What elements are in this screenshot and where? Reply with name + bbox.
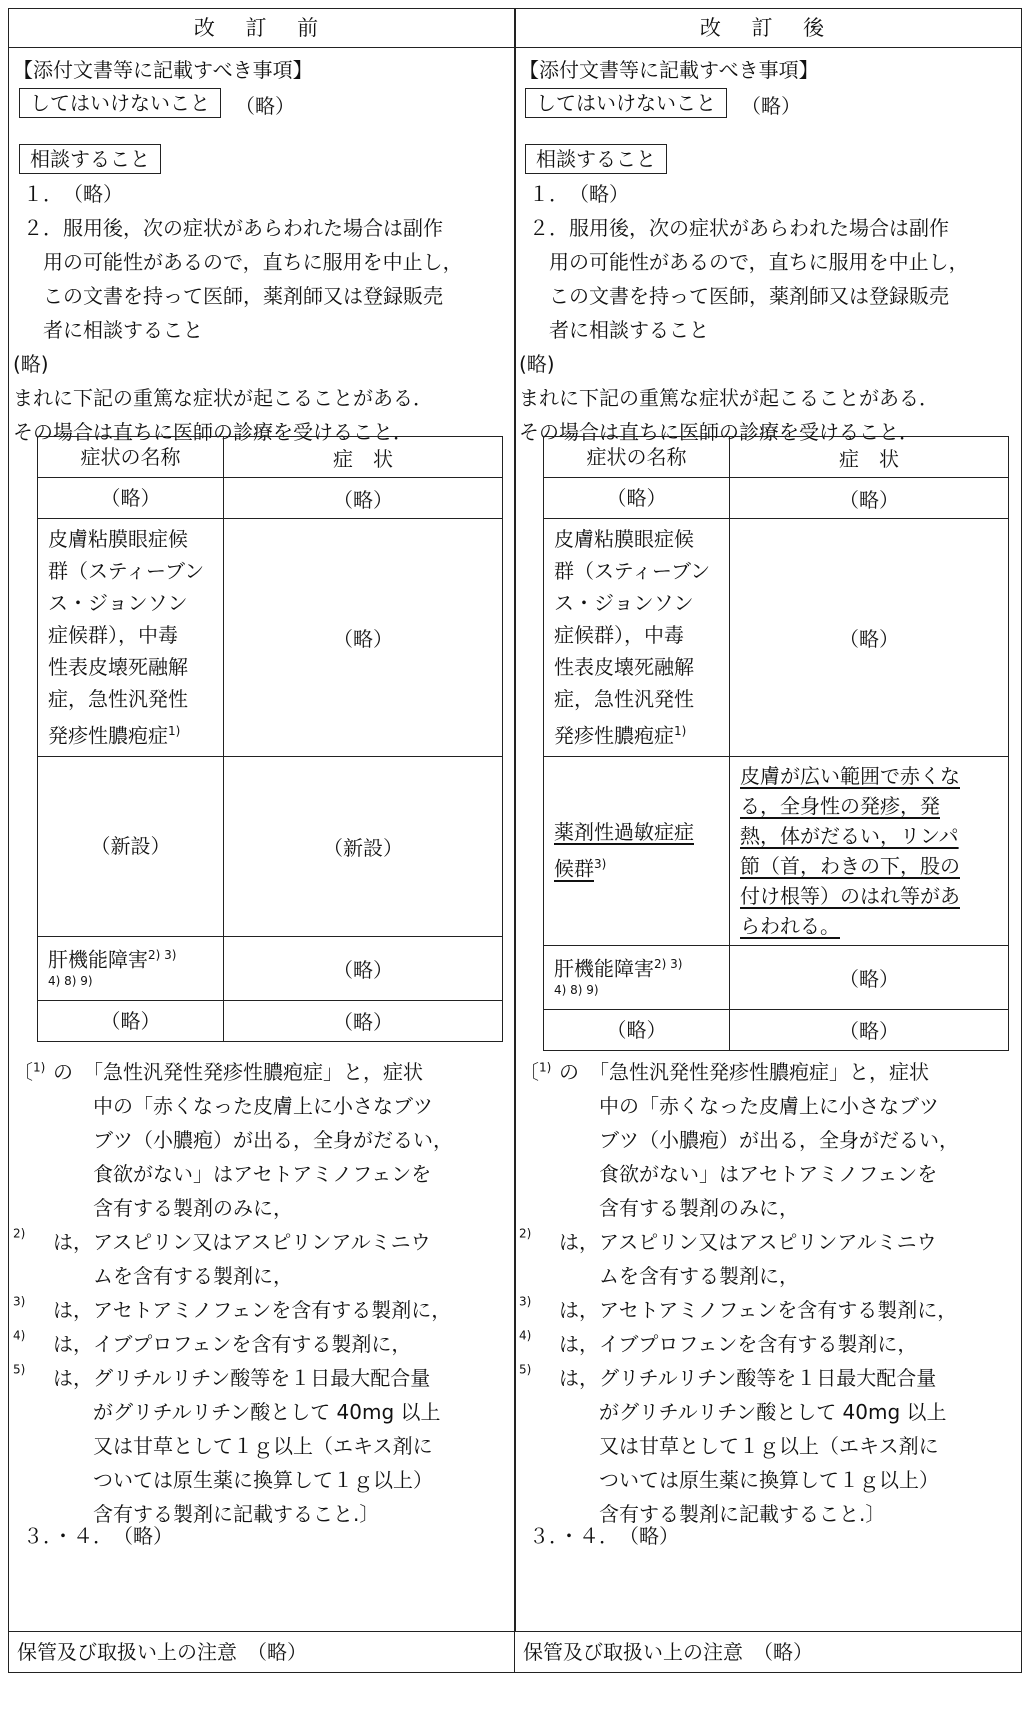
item-2-line: ２．服用後，次の症状があらわれた場合は副作 — [23, 216, 443, 240]
symptom-name-text: 性表皮壊死融解 — [554, 655, 694, 679]
table-cell — [544, 478, 730, 519]
symptom-name-line — [48, 651, 213, 683]
dont-do-box: してはいけないこと — [525, 88, 727, 118]
symptom-name-line — [48, 715, 213, 752]
footnote-number: 1) — [33, 1060, 46, 1075]
symptom-name-text: 群（スティーブン — [554, 559, 711, 583]
table-row — [544, 1009, 1009, 1050]
item-2-line: この文書を持って医師，薬剤師又は登録販売 — [43, 284, 443, 308]
footnote-number: 2) — [13, 1226, 26, 1241]
footnote-number: 4) — [519, 1328, 532, 1343]
column-header-name: 症状の名称 — [586, 445, 687, 469]
table-cell — [224, 519, 503, 757]
symptom-desc-text: 熱，体がだるい，リンパ — [740, 823, 959, 848]
rare-warning-line: その場合は直ちに医師の診療を受けること． — [519, 420, 919, 444]
table-row — [544, 519, 1009, 757]
column-header: 改 訂 前 — [9, 9, 515, 48]
symptom-name: （略） — [606, 486, 667, 510]
omitted-text: （略） — [235, 94, 295, 118]
table-cell — [224, 756, 503, 936]
omitted-note: (略) — [13, 352, 49, 376]
table-cell — [38, 756, 224, 936]
footnote-marker — [13, 1328, 25, 1352]
symptom-desc-text: 節（首，わきの下，股の — [740, 853, 960, 878]
footnote-line: がグリチルリチン酸として 40mg 以上 — [599, 1400, 947, 1424]
symptom-name-text: 症候群），中毒 — [554, 623, 684, 647]
symptom-desc-line — [740, 881, 998, 911]
storage-handling-footer: 保管及び取扱い上の注意 （略） — [515, 1631, 1021, 1672]
table-cell — [544, 945, 730, 1009]
footnote-line: は，アスピリン又はアスピリンアルミニウ — [559, 1230, 937, 1254]
symptom-name: （略） — [606, 1017, 667, 1042]
symptom-name-text: 肝機能障害 — [554, 956, 654, 981]
table-cell — [730, 756, 1009, 945]
item-1: １． （略） — [23, 182, 123, 206]
footnote-marker — [13, 1226, 25, 1250]
footnote-line: 含有する製剤のみに， — [599, 1196, 799, 1220]
footnote-marker — [519, 1226, 531, 1250]
column-header-symptom: 症 状 — [839, 446, 899, 471]
footnote-marker — [13, 1056, 45, 1085]
footnote-marker — [13, 1362, 25, 1386]
table-cell — [730, 1009, 1009, 1050]
item-2-line: 用の可能性があるので，直ちに服用を中止し， — [549, 250, 969, 274]
footnote-line: ブツ（小膿疱）が出る，全身がだるい， — [599, 1128, 959, 1152]
symptom-name-text: 症，急性汎発性 — [554, 687, 694, 711]
symptom-name-line — [48, 619, 213, 651]
symptom-desc-line — [740, 821, 998, 851]
footnote-marker — [519, 1056, 551, 1085]
footnote-line: は，イブプロフェンを含有する製剤に， — [53, 1332, 412, 1356]
item-2-line: 者に相談すること — [43, 318, 203, 342]
footnote-line: の 「急性汎発性発疹性膿疱症」と，症状 — [53, 1060, 423, 1084]
omitted-text: （略） — [741, 94, 801, 118]
table-cell — [730, 478, 1009, 519]
footnote-line: 含有する製剤のみに， — [93, 1196, 293, 1220]
footnote-number: 3) — [519, 1294, 532, 1309]
rare-warning-line: まれに下記の重篤な症状が起こることがある． — [13, 386, 433, 410]
table-cell — [544, 1009, 730, 1050]
symptom-name-line — [554, 683, 719, 715]
table-cell — [224, 437, 503, 478]
item-2-line: 用の可能性があるので，直ちに服用を中止し， — [43, 250, 463, 274]
footnote-ref: 1) — [674, 724, 687, 738]
symptom-name-line — [554, 619, 719, 651]
footnote-line: ついては原生薬に換算して１ｇ以上） — [599, 1468, 939, 1492]
symptom-name-line — [554, 523, 719, 555]
symptom-name-text: 症候群），中毒 — [48, 623, 178, 647]
symptom-desc-line — [740, 791, 998, 821]
table-cell — [544, 519, 730, 757]
symptom-name-text: 肝機能障害 — [48, 947, 148, 972]
section-title: 【添付文書等に記載すべき事項】 — [519, 58, 819, 82]
table-cell — [38, 936, 224, 1000]
footnote-line: 又は甘草として１ｇ以上（エキス剤に — [93, 1434, 433, 1458]
footnote-number: 1) — [539, 1060, 552, 1075]
symptom-name-text: 発疹性膿疱症 — [554, 723, 674, 748]
symptom-desc: （略） — [333, 487, 393, 512]
footnote-line: がグリチルリチン酸として 40mg 以上 — [93, 1400, 441, 1424]
table-row — [544, 478, 1009, 519]
symptom-desc-text: らわれる。 — [740, 913, 840, 938]
column-header-symptom: 症 状 — [333, 446, 393, 471]
dont-do-box: してはいけないこと — [19, 88, 221, 118]
footnote-ref: 4) 8) 9) — [48, 974, 93, 989]
footnote-line: 中の「赤くなった皮膚上に小さなブツ — [93, 1094, 433, 1118]
item-1: １． （略） — [529, 182, 629, 206]
table-cell — [730, 437, 1009, 478]
rare-warning-line: その場合は直ちに医師の診療を受けること． — [13, 420, 413, 444]
table-cell — [38, 1000, 224, 1041]
footnote-line: は，アスピリン又はアスピリンアルミニウ — [53, 1230, 431, 1254]
footnote-marker — [13, 1294, 25, 1318]
column-header: 改 訂 後 — [515, 9, 1021, 48]
bracket-mark: 〔 — [13, 1060, 33, 1084]
symptom-name-line — [48, 683, 213, 715]
symptom-name-line — [48, 944, 213, 971]
footnote-ref: 2) 3) — [148, 947, 177, 962]
storage-handling-footer: 保管及び取扱い上の注意 （略） — [9, 1631, 515, 1672]
symptom-desc: （略） — [333, 1010, 393, 1035]
footnote-line: は，グリチルリチン酸等を１日最大配合量 — [53, 1366, 431, 1390]
symptom-desc-text: 皮膚が広い範囲で赤くな — [740, 763, 960, 788]
symptom-table — [543, 436, 1009, 1051]
table-row — [38, 936, 503, 1000]
item-2-line: ２．服用後，次の症状があらわれた場合は副作 — [529, 216, 949, 240]
section-title: 【添付文書等に記載すべき事項】 — [13, 58, 313, 82]
footnote-line: 食欲がない」はアセトアミノフェンを — [599, 1162, 938, 1186]
footnote-line: ムを含有する製剤に， — [599, 1264, 799, 1288]
symptom-name-text: 薬剤性過敏症症 — [554, 820, 694, 845]
rare-warning-line: まれに下記の重篤な症状が起こることがある． — [519, 386, 939, 410]
table-cell — [224, 1000, 503, 1041]
footnote-number: 2) — [519, 1226, 532, 1241]
table-cell — [224, 478, 503, 519]
footnote-marker — [519, 1362, 531, 1386]
symptom-desc: （略） — [839, 966, 899, 991]
column-header-name: 症状の名称 — [80, 445, 181, 469]
symptom-name-text: 群（スティーブン — [48, 559, 205, 583]
column-body — [9, 48, 515, 1672]
footnote-ref: 1) — [168, 724, 181, 738]
footnote-line: 中の「赤くなった皮膚上に小さなブツ — [599, 1094, 939, 1118]
symptom-name-text: 皮膚粘膜眼症候 — [554, 527, 694, 551]
symptom-name-line — [554, 587, 719, 619]
footnote-line: は，アセトアミノフェンを含有する製剤に， — [559, 1298, 958, 1322]
table-row — [38, 1000, 503, 1041]
table-cell — [730, 945, 1009, 1009]
footnote-ref: 2) 3) — [654, 956, 683, 971]
symptom-desc: （略） — [839, 1019, 899, 1044]
footnote-ref-line — [48, 970, 213, 992]
table-row — [38, 437, 503, 478]
symptom-desc: （略） — [839, 487, 899, 512]
table-cell — [38, 437, 224, 478]
symptom-name-line — [554, 715, 719, 752]
after-revision-column — [514, 8, 1022, 1673]
symptom-name-text: 発疹性膿疱症 — [48, 723, 168, 748]
symptom-desc-text: 付け根等）のはれ等があ — [740, 883, 960, 908]
item-2-line: 者に相談すること — [549, 318, 709, 342]
symptom-desc-line — [740, 851, 998, 881]
symptom-name: （略） — [100, 486, 161, 510]
footnote-line: 含有する製剤に記載すること.〕 — [599, 1502, 886, 1526]
footnote-ref: 4) 8) 9) — [554, 983, 599, 998]
symptom-table — [37, 436, 503, 1042]
symptom-name-line — [48, 587, 213, 619]
symptom-name-text: 候群 — [554, 856, 594, 881]
footnote-line: は，アセトアミノフェンを含有する製剤に， — [53, 1298, 452, 1322]
table-row — [38, 478, 503, 519]
footnote-marker — [519, 1328, 531, 1352]
footnote-line: 又は甘草として１ｇ以上（エキス剤に — [599, 1434, 939, 1458]
bracket-mark: 〔 — [519, 1060, 539, 1084]
table-cell — [730, 519, 1009, 757]
symptom-desc-line — [740, 761, 998, 791]
symptom-desc: （略） — [333, 957, 393, 982]
item-2-line: この文書を持って医師，薬剤師又は登録販売 — [549, 284, 949, 308]
before-revision-column — [8, 8, 516, 1673]
footnote-marker — [519, 1294, 531, 1318]
table-row — [38, 519, 503, 757]
footnote-line: ブツ（小膿疱）が出る，全身がだるい， — [93, 1128, 453, 1152]
symptom-name: （略） — [100, 1008, 161, 1033]
footnote-line: の 「急性汎発性発疹性膿疱症」と，症状 — [559, 1060, 929, 1084]
table-cell — [544, 437, 730, 478]
footnote-line: ついては原生薬に換算して１ｇ以上） — [93, 1468, 433, 1492]
symptom-name-line — [554, 555, 719, 587]
symptom-name-line — [48, 555, 213, 587]
footnote-line: 含有する製剤に記載すること.〕 — [93, 1502, 380, 1526]
table-cell — [38, 478, 224, 519]
symptom-desc: （略） — [839, 626, 899, 651]
table-cell — [224, 936, 503, 1000]
symptom-name-text: 性表皮壊死融解 — [48, 655, 188, 679]
symptom-desc: （新設） — [323, 835, 403, 860]
column-body — [515, 48, 1021, 1672]
symptom-name-text: ス・ジョンソン — [554, 591, 694, 615]
item-3-4: ３．・４． （略） — [23, 1524, 173, 1548]
table-row — [544, 756, 1009, 945]
symptom-desc-text: る，全身性の発疹，発 — [740, 793, 940, 818]
symptom-name-text: ス・ジョンソン — [48, 591, 188, 615]
table-row — [544, 437, 1009, 478]
footnote-number: 3) — [13, 1294, 26, 1309]
footnote-ref: 3) — [594, 857, 607, 872]
symptom-desc-line — [740, 911, 998, 941]
symptom-desc: （略） — [333, 626, 393, 651]
table-cell — [38, 519, 224, 757]
symptom-name: （新設） — [90, 834, 171, 859]
item-3-4: ３．・４． （略） — [529, 1524, 679, 1548]
footnote-number: 5) — [519, 1362, 532, 1377]
footnote-line: 食欲がない」はアセトアミノフェンを — [93, 1162, 432, 1186]
symptom-name-line — [554, 953, 719, 980]
omitted-note: (略) — [519, 352, 555, 376]
symptom-name-line — [48, 523, 213, 555]
table-cell — [544, 756, 730, 945]
footnote-number: 5) — [13, 1362, 26, 1377]
table-row — [38, 756, 503, 936]
consult-box: 相談すること — [19, 144, 161, 174]
symptom-name-line — [554, 848, 719, 885]
footnote-line: ムを含有する製剤に， — [93, 1264, 293, 1288]
symptom-name-line — [554, 816, 719, 848]
footnote-ref-line — [554, 979, 719, 1001]
table-row — [544, 945, 1009, 1009]
consult-box: 相談すること — [525, 144, 667, 174]
footnote-line: は，グリチルリチン酸等を１日最大配合量 — [559, 1366, 937, 1390]
footnote-line: は，イブプロフェンを含有する製剤に， — [559, 1332, 918, 1356]
footnote-number: 4) — [13, 1328, 26, 1343]
symptom-name-text: 皮膚粘膜眼症候 — [48, 527, 188, 551]
symptom-name-text: 症，急性汎発性 — [48, 687, 188, 711]
symptom-name-line — [554, 651, 719, 683]
